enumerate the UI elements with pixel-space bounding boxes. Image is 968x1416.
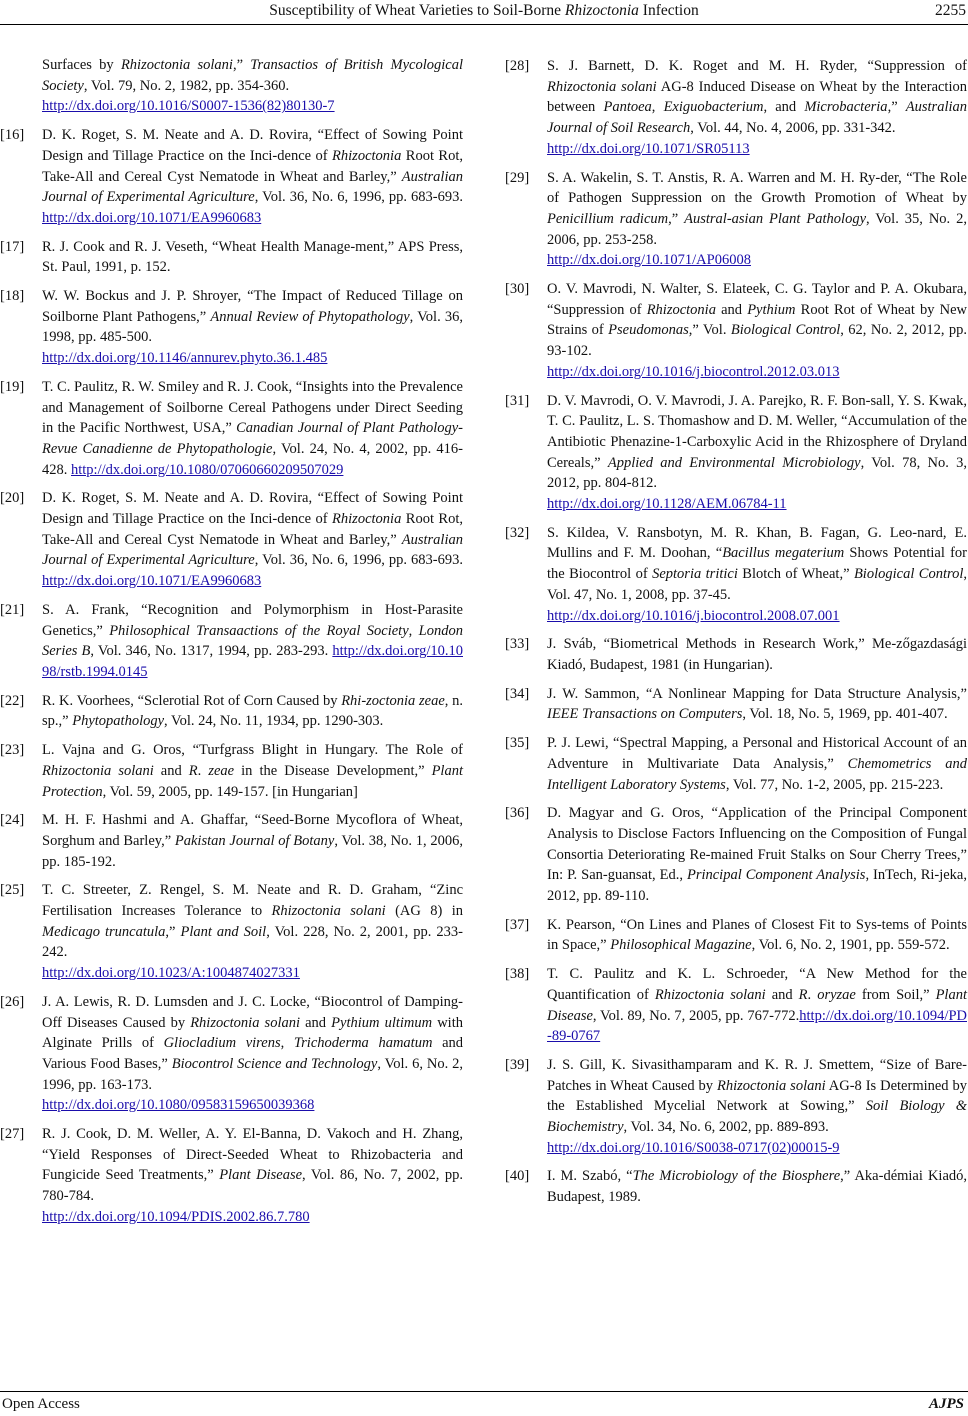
ref-number: [22] bbox=[0, 692, 25, 709]
reference-38 bbox=[505, 964, 967, 1047]
ref-text: T. C. Streeter, Z. Rengel, S. M. Neate and R. D. Graham, “Zinc Fertilisation Increases Tolerance to bbox=[42, 882, 463, 920]
reference-24 bbox=[0, 810, 463, 872]
ref-text: and bbox=[300, 1014, 332, 1031]
ref-journal: Canadian Journal of Plant Pathology-Revue Canadienne de Phytopathologie bbox=[42, 420, 463, 457]
ref-journal: Transactios of British Mycological Society bbox=[42, 57, 463, 94]
ref-number: [19] bbox=[0, 378, 25, 395]
reference-32 bbox=[505, 523, 967, 627]
doi-link[interactable]: http://dx.doi.org/10.1098/rstb.1994.0145 bbox=[42, 643, 463, 680]
running-title-text: Susceptibility of Wheat Varieties to Soil-Borne bbox=[269, 2, 565, 19]
ref-text: , Vol. 6, No. 2, 1996, pp. 163-173. bbox=[42, 1055, 463, 1093]
ref-text: in the Disease Development,” bbox=[234, 762, 432, 779]
ref-journal: Austral-asian Plant Pathology bbox=[684, 210, 866, 227]
ref-text: and bbox=[715, 301, 748, 318]
ref-text: , bbox=[408, 622, 419, 639]
ref-italic: The Microbiology of the Biosphere bbox=[632, 1168, 841, 1185]
reference-34 bbox=[505, 684, 967, 725]
doi-link[interactable]: http://dx.doi.org/10.1016/j.biocontrol.2012.03.013 bbox=[547, 363, 840, 380]
ref-number: [35] bbox=[505, 735, 530, 752]
ref-text: Blotch of Wheat,” bbox=[737, 566, 854, 583]
doi-link[interactable]: http://dx.doi.org/10.1146/annurev.phyto.36.1.485 bbox=[42, 350, 328, 367]
ref-text: ,” Vol. bbox=[688, 322, 731, 339]
ref-italic: zeae bbox=[208, 762, 235, 779]
ref-text: ,” bbox=[165, 923, 181, 940]
ref-italic: Penicillium radicum bbox=[547, 210, 669, 227]
reference-23 bbox=[0, 740, 463, 802]
ref-journal: Plant Disease bbox=[547, 986, 967, 1024]
ref-text: R. J. Cook, D. M. Weller, A. Y. El-Banna, D. Vakoch and H. Zhang, “Yield Responses of Direct-Seeded Wheat to Rhizobacteria and Fungicide Seed Treatments,” bbox=[42, 1126, 463, 1184]
journal-abbreviation: AJPS bbox=[928, 1396, 964, 1412]
ref-number: [31] bbox=[505, 392, 530, 409]
ref-text: , Vol. 86, No. 7, 2002, pp. 780-784. bbox=[42, 1167, 463, 1205]
ref-italic: oryzae bbox=[817, 986, 856, 1003]
ref-text: , Vol. 24, No. 11, 1934, pp. 1290-303. bbox=[164, 713, 384, 730]
doi-link[interactable]: http://dx.doi.org/10.1071/AP06008 bbox=[547, 252, 751, 269]
ref-journal: Phytopathology bbox=[72, 713, 165, 730]
reference-29 bbox=[505, 168, 967, 272]
ref-text: L. Vajna and G. Oros, “Turfgrass Blight in Hungary. The Role of bbox=[42, 742, 463, 759]
reference-39 bbox=[505, 1055, 967, 1159]
ref-text: Shows Potential for the Biocontrol of bbox=[547, 545, 968, 583]
ref-text: , Vol. 38, No. 1, 2006, pp. 185-192. bbox=[42, 832, 464, 870]
doi-link[interactable]: http://dx.doi.org/10.1016/S0007-1536(82)80130-7 bbox=[42, 98, 335, 115]
ref-text: . bbox=[197, 762, 209, 779]
ref-number: [18] bbox=[0, 288, 25, 305]
doi-link[interactable]: http://dx.doi.org/10.1071/SR05113 bbox=[547, 140, 750, 157]
reference-40 bbox=[505, 1166, 967, 1207]
open-access-label: Open Access bbox=[2, 1396, 80, 1412]
ref-text: K. Pearson, “On Lines and Planes of Closest Fit to Sys-tems of Points in Space,” bbox=[547, 916, 967, 954]
ref-text: . bbox=[807, 986, 818, 1003]
reference-35 bbox=[505, 733, 967, 795]
ref-journal: Philosophical Magazine bbox=[610, 937, 752, 954]
reference-36 bbox=[505, 803, 967, 907]
ref-text: D. Magyar and G. Oros, “Application of the Principal Component Analysis to Disclose Factors Influencing on the Composition of Fungal Consortia Deteriorating Re-mained Fruit Stalks on Sour Cherry Trees,” In: P. San-guansat, Ed., bbox=[547, 805, 967, 884]
reference-28 bbox=[505, 56, 967, 160]
ref-number: [37] bbox=[505, 916, 530, 933]
ref-text: O. V. Mavrodi, N. Walter, S. Elateek, C. G. Taylor and P. A. Okubara, “Suppression of bbox=[547, 281, 967, 318]
reference-21 bbox=[0, 600, 463, 683]
ref-journal: Australian Journal of Experimental Agriculture bbox=[42, 168, 463, 206]
ref-italic: Rhizoctonia bbox=[332, 511, 402, 528]
reference-31 bbox=[505, 391, 967, 515]
ref-journal: Plant Protection bbox=[42, 762, 463, 800]
ref-text: (AG 8) in bbox=[385, 903, 463, 920]
doi-link[interactable]: http://dx.doi.org/10.1016/S0038-0717(02)00015-9 bbox=[547, 1139, 840, 1156]
ref-text: from Soil,” bbox=[855, 986, 936, 1003]
reference-25 bbox=[0, 880, 463, 984]
ref-text: , Vol. 36, 1998, pp. 485-500. bbox=[42, 308, 463, 346]
ref-italic: London Series B bbox=[42, 622, 463, 660]
ref-journal: Biological Control bbox=[853, 566, 964, 583]
doi-link[interactable]: http://dx.doi.org/10.1094/PDIS.2002.86.7.780 bbox=[42, 1208, 310, 1225]
ref-text: , Vol. 346, No. 1317, 1994, pp. 283-293. bbox=[90, 643, 333, 660]
ref-text: , Vol. 89, No. 7, 2005, pp. 767-772. bbox=[592, 1007, 800, 1024]
ref-journal: Principal Component Analysis bbox=[686, 867, 866, 884]
ref-text: R. K. Voorhees, “Sclerotial Rot of Corn Caused by bbox=[42, 692, 342, 709]
reference-37 bbox=[505, 915, 967, 956]
ref-italic: Pythium ultimum bbox=[331, 1014, 433, 1031]
ref-text: J. A. Lewis, R. D. Lumsden and J. C. Locke, “Biocontrol of Damping-Off Diseases Caused by bbox=[42, 993, 463, 1031]
doi-link[interactable]: http://dx.doi.org/10.1071/EA9960683 bbox=[42, 209, 262, 226]
ref-text: T. C. Paulitz and K. L. Schroeder, “A New Method for the Quantification of bbox=[547, 966, 967, 1003]
doi-link[interactable]: http://dx.doi.org/10.1016/j.biocontrol.2008.07.001 bbox=[547, 607, 840, 624]
reference-27 bbox=[0, 1124, 463, 1228]
ref-text: , n. sp.,” bbox=[42, 692, 464, 730]
ref-number: [17] bbox=[0, 238, 25, 255]
ref-number: [33] bbox=[505, 636, 530, 653]
ref-text: , Vol. 36, No. 6, 1996, pp. 683-693. bbox=[254, 189, 463, 206]
running-title-genus: Rhizoctonia bbox=[564, 2, 639, 19]
ref-number: [21] bbox=[0, 601, 25, 618]
ref-text: S. J. Barnett, D. K. Roget and M. H. Ryder, “Suppression of bbox=[547, 58, 967, 74]
ref-text: ,” bbox=[887, 99, 906, 116]
ref-italic: R bbox=[798, 986, 808, 1003]
ref-italic: Rhizoctonia solani bbox=[42, 762, 154, 779]
ref-italic: Pseudomonas bbox=[608, 322, 689, 339]
reference-30 bbox=[505, 279, 967, 383]
ref-text: , Vol. 36, No. 6, 1996, pp. 683-693. bbox=[254, 552, 463, 569]
ref-journal: Biological Control bbox=[730, 322, 841, 339]
running-title bbox=[0, 2, 968, 20]
ref-text: P. J. Lewi, “Spectral Mapping, a Personal and Historical Account of an Adventure in Multivariate Data Analysis,” bbox=[547, 735, 967, 772]
reference-19 bbox=[0, 377, 463, 481]
ref-text: , Vol. 79, No. 2, 1982, pp. 354-360. bbox=[83, 77, 290, 94]
ref-text: D. K. Roget, S. M. Neate and A. D. Rovira, “Effect of Sowing Point Design and Tillage Practice on the Inci-dence of bbox=[42, 127, 463, 164]
ref-italic: Medicago truncatula bbox=[42, 923, 166, 940]
reference-15-continuation bbox=[0, 55, 463, 117]
ref-italic: Rhizoctonia bbox=[332, 147, 402, 164]
ref-italic: Gliocladium virens bbox=[163, 1035, 281, 1052]
ref-number: [23] bbox=[0, 742, 25, 759]
ref-italic: Pythium bbox=[747, 301, 796, 318]
reference-26 bbox=[0, 992, 463, 1116]
ref-text: and bbox=[153, 762, 189, 779]
ref-italic: Trichoderma hamatum bbox=[293, 1035, 433, 1052]
ref-number: [16] bbox=[0, 127, 25, 144]
ref-number: [20] bbox=[0, 490, 25, 507]
ref-italic: Rhizoctonia solani bbox=[190, 1014, 301, 1031]
ref-number: [34] bbox=[505, 685, 530, 702]
ref-text: J. W. Sammon, “A Nonlinear Mapping for Data Structure Analysis,” bbox=[547, 685, 967, 702]
ref-text: Root Rot, Take-All and Cereal Cyst Nematode in Wheat and Barley,” bbox=[42, 147, 463, 185]
ref-italic: Pantoea bbox=[603, 99, 652, 116]
ref-text: M. H. F. Hashmi and A. Ghaffar, “Seed-Borne Mycoflora of Wheat, Sorghum and Barley,” bbox=[42, 812, 463, 849]
page-header bbox=[0, 0, 968, 25]
ref-number: [30] bbox=[505, 281, 530, 298]
ref-number: [39] bbox=[505, 1056, 530, 1073]
doi-link[interactable]: http://dx.doi.org/10.1080/09583159650039368 bbox=[42, 1097, 315, 1114]
page-footer bbox=[0, 1391, 968, 1416]
ref-text: , Vol. 47, No. 1, 2008, pp. 37-45. bbox=[547, 566, 967, 603]
ref-text: T. C. Paulitz, R. W. Smiley and R. J. Cook, “Insights into the Prevalence and Management of Soilborne Cereal Pathogens under Direct Seeding in the Pacific Northwest, USA,” bbox=[42, 378, 463, 437]
ref-journal: Australian Journal of Soil Research bbox=[547, 99, 968, 137]
ref-number: [38] bbox=[505, 966, 530, 983]
ref-text: S. A. Frank, “Recognition and Polymorphism in Host-Parasite Genetics,” bbox=[42, 601, 463, 639]
ref-text: S. Kildea, V. Ransbotyn, M. R. Khan, B. Fagan, G. Leo-nard, E. Mullins and F. M. Doohan, “ bbox=[547, 524, 967, 562]
ref-text: , 62, No. 2, 2012, pp. 93-102. bbox=[547, 322, 968, 360]
ref-text: AG-8 Is Determined by the Established Mycelial Network at Sowing,” bbox=[547, 1077, 967, 1115]
ref-text: , Vol. 35, No. 2, 2006, pp. 253-258. bbox=[547, 210, 968, 248]
ref-text: D. V. Mavrodi, O. V. Mavrodi, J. A. Parejko, R. F. Bon-sall, Y. S. Kwak, T. C. Paulitz, L. S. Thomashow and D. M. Weller, “Accumulation of the Antibiotic Phenazine-1-Carboxylic Acid in the Rhizosphere of Dryland Cereals,” bbox=[547, 392, 967, 471]
ref-number: [25] bbox=[0, 882, 25, 899]
references-left-column bbox=[0, 56, 463, 1236]
ref-number: [28] bbox=[505, 58, 530, 74]
doi-link[interactable]: http://dx.doi.org/10.1128/AEM.06784-11 bbox=[547, 496, 787, 513]
ref-journal: Annual Review of Phytopathology bbox=[210, 308, 410, 325]
reference-17 bbox=[0, 237, 463, 278]
ref-text: ,” bbox=[668, 210, 685, 227]
ref-number: [27] bbox=[0, 1126, 25, 1143]
ref-text: W. W. Bockus and J. P. Shroyer, “The Impact of Reduced Tillage on Soilborne Plant Pathogens,” bbox=[42, 288, 463, 325]
reference-16 bbox=[0, 125, 463, 229]
ref-text: , Vol. 18, No. 5, 1969, pp. 401-407. bbox=[742, 706, 948, 723]
ref-journal: Australian Journal of Experimental Agriculture bbox=[42, 531, 463, 569]
ref-journal: Pakistan Journal of Botany bbox=[174, 832, 335, 849]
ref-text: J. Sváb, “Biometrical Methods in Research Work,” Me-zőgazdasági Kiadó, Budapest, 1981 (in Hungarian). bbox=[547, 636, 967, 673]
ref-text: , Vol. 6, No. 2, 1901, pp. 559-572. bbox=[751, 937, 950, 954]
doi-link[interactable]: http://dx.doi.org/10.1023/A:1004874027331 bbox=[42, 965, 300, 982]
ref-text: Root Rot of Wheat by New Strains of bbox=[547, 301, 968, 339]
ref-journal: IEEE Transactions on Computers bbox=[547, 706, 743, 723]
ref-text: ,” bbox=[232, 57, 251, 73]
ref-text: ,” Aka-démiai Kiadó, Budapest, 1989. bbox=[547, 1168, 968, 1206]
ref-text: with Alginate Prills of bbox=[42, 1014, 463, 1052]
ref-text: , Vol. 34, No. 6, 2002, pp. 889-893. bbox=[623, 1119, 829, 1136]
ref-text: , bbox=[280, 1035, 294, 1052]
references-right-column bbox=[505, 56, 967, 1216]
ref-italic: Rhi-zoctonia zeae bbox=[341, 692, 445, 709]
ref-text: , Vol. 59, 2005, pp. 149-157. [in Hungarian] bbox=[102, 783, 358, 800]
ref-text: , InTech, Ri-jeka, 2012, pp. 89-110. bbox=[547, 867, 967, 905]
reference-22 bbox=[0, 691, 463, 732]
ref-italic: Bacillus megaterium bbox=[722, 545, 845, 562]
ref-text: R. J. Cook and R. J. Veseth, “Wheat Health Manage-ment,” APS Press, St. Paul, 1991, p. 152. bbox=[42, 238, 463, 276]
ref-text: , and bbox=[763, 99, 805, 116]
ref-number: [26] bbox=[0, 993, 25, 1010]
ref-text: , Vol. 44, No. 4, 2006, pp. 331-342. bbox=[690, 120, 896, 137]
ref-text: , Vol. 24, No. 4, 2002, pp. 416-428. bbox=[42, 440, 464, 478]
ref-text: D. K. Roget, S. M. Neate and A. D. Rovira, “Effect of Sowing Point Design and Tillage Practice on the Inci-dence of bbox=[42, 490, 463, 528]
ref-text: , Vol. 78, No. 3, 2012, pp. 804-812. bbox=[547, 454, 967, 492]
ref-italic: Exiguobacterium bbox=[663, 99, 764, 116]
ref-text: and bbox=[765, 986, 799, 1003]
ref-number: [36] bbox=[505, 805, 530, 822]
ref-journal: Applied and Environmental Microbiology bbox=[607, 454, 861, 471]
ref-journal: Plant and Soil bbox=[180, 923, 267, 940]
doi-link[interactable]: http://dx.doi.org/10.1094/PD-89-0767 bbox=[547, 1007, 967, 1045]
ref-italic: Rhizoctonia bbox=[646, 301, 716, 318]
ref-italic: Rhizoctonia solani bbox=[547, 78, 657, 95]
reference-20 bbox=[0, 488, 463, 592]
reference-33 bbox=[505, 634, 967, 675]
reference-18 bbox=[0, 286, 463, 369]
ref-text: S. A. Wakelin, S. T. Anstis, R. A. Warren and M. H. Ry-der, “The Role of Pathogen Suppression on the Growth Promotion of Wheat by bbox=[547, 169, 967, 207]
ref-italic: Rhizoctonia solani bbox=[716, 1077, 826, 1094]
ref-number: [24] bbox=[0, 812, 25, 829]
ref-journal: Plant Disease bbox=[219, 1167, 303, 1184]
ref-journal: Chemometrics and Intelligent Laboratory Systems bbox=[547, 755, 967, 793]
ref-italic: Rhizoctonia solani bbox=[654, 986, 766, 1003]
ref-text: , bbox=[651, 99, 664, 116]
ref-italic: Rhizoctonia solani bbox=[120, 57, 233, 73]
doi-link[interactable]: http://dx.doi.org/10.1071/EA9960683 bbox=[42, 573, 262, 590]
ref-italic: Microbacteria bbox=[804, 99, 888, 116]
ref-italic: Septoria tritici bbox=[652, 566, 738, 583]
ref-text: and Various Food Bases,” bbox=[42, 1035, 464, 1072]
ref-text: I. M. Szabó, “ bbox=[547, 1168, 633, 1185]
running-title-suffix: Infection bbox=[638, 2, 699, 19]
ref-italic: R bbox=[188, 762, 198, 779]
ref-number: [29] bbox=[505, 169, 530, 186]
ref-journal: Biocontrol Science and Technology bbox=[171, 1055, 378, 1072]
ref-text: Root Rot, Take-All and Cereal Cyst Nematode in Wheat and Barley,” bbox=[42, 511, 463, 548]
ref-journal: Philosophical Transaactions of the Royal Society bbox=[109, 622, 409, 639]
ref-text: J. S. Gill, K. Sivasithamparam and K. R. J. Smettem, “Size of Bare-Patches in Wheat Caused by bbox=[547, 1056, 967, 1094]
ref-number: [32] bbox=[505, 524, 530, 541]
ref-journal: Soil Biology & Biochemistry bbox=[547, 1098, 967, 1136]
ref-text: , Vol. 77, No. 1-2, 2005, pp. 215-223. bbox=[725, 776, 944, 793]
ref-italic: Rhizoctonia solani bbox=[271, 903, 386, 920]
ref-text: Surfaces by bbox=[42, 57, 121, 73]
ref-text: AG-8 Induced Disease on Wheat by the Interaction between bbox=[547, 78, 967, 116]
page-number: 2255 bbox=[935, 2, 966, 19]
ref-number: [40] bbox=[505, 1168, 530, 1185]
ref-text: , Vol. 228, No. 2, 2001, pp. 233-242. bbox=[42, 923, 463, 961]
doi-link[interactable]: http://dx.doi.org/10.1080/07060660209507029 bbox=[71, 461, 344, 478]
